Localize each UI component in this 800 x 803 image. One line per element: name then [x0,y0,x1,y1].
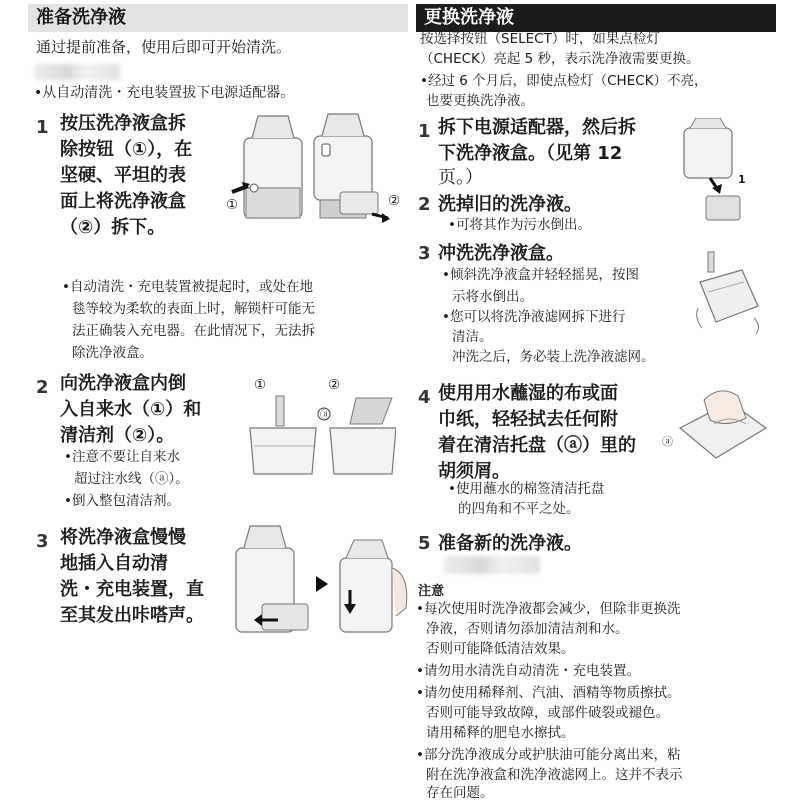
fig-label-2: ② [328,377,341,393]
prepare-solution-header: 准备洗净液 [28,4,408,32]
blurred-text [444,556,540,574]
fig-label-1: 1 [738,173,746,186]
step-number: 3 [36,531,49,552]
step-number: 5 [418,533,431,554]
step-number: 2 [36,377,49,398]
r-step3-text: 冲洗洗净液盒。 [438,243,564,264]
fig-label-1: ① [254,377,267,393]
step-number: 1 [36,117,49,138]
caution-title: 注意 [418,584,445,599]
remove-cartridge-illustration [222,108,412,228]
r-step5-text: 准备新的洗净液。 [438,533,582,554]
r-step2-text: 洗掉旧的洗净液。 [438,194,582,215]
fill-line-label: ⓐ [320,408,331,421]
rinse-cartridge-illustration [694,248,764,336]
tray-label: ⓐ [662,435,673,448]
fig-label-2: ② [388,193,401,209]
step-number: 3 [418,243,431,264]
step-number: 2 [418,194,431,215]
insert-cartridge-illustration [232,524,412,636]
blurred-text [34,64,120,80]
fig-label-1: ① [226,197,239,213]
prepare-intro: 通过提前准备，使用后即可开始清洗。 [36,38,292,56]
replace-solution-header: 更换洗净液 [416,4,776,32]
unplug-note: •从自动清洗・充电装置拔下电源适配器。 [34,85,295,101]
r-step2-note: •可将其作为污水倒出。 [448,217,591,233]
step-number: 4 [418,387,431,408]
wipe-tray-illustration [674,384,768,468]
step-number: 1 [418,121,431,142]
